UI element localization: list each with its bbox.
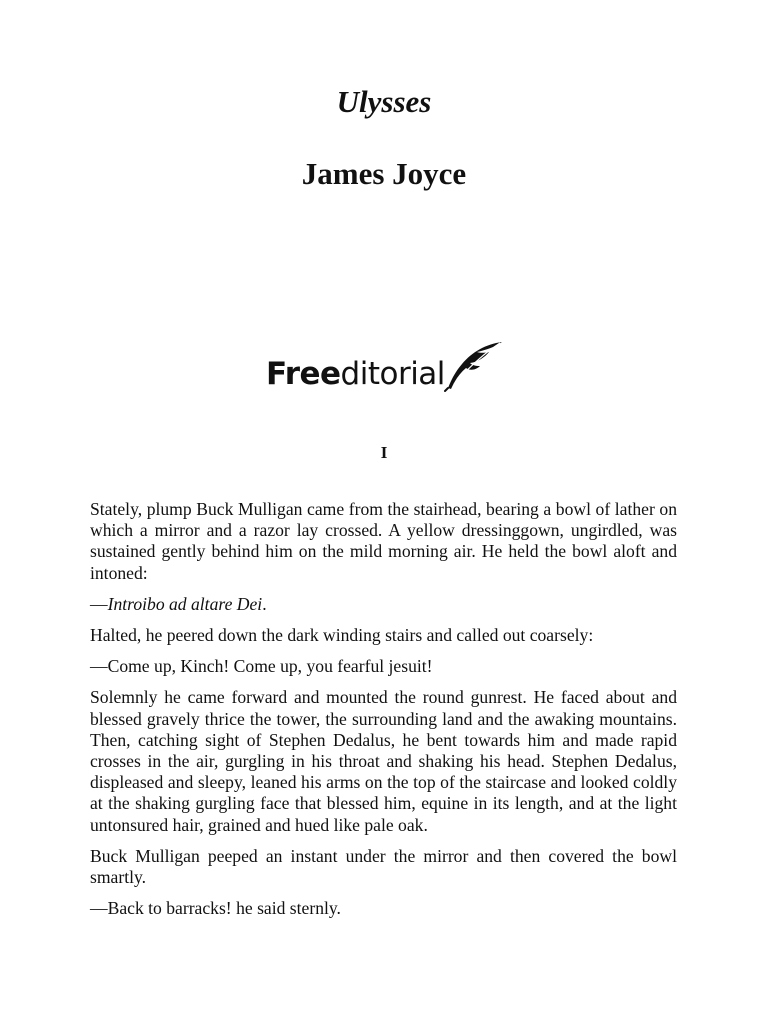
paragraph-end: . <box>262 593 267 614</box>
paragraph <box>90 594 677 615</box>
publisher-name <box>266 354 445 394</box>
book-title: Ulysses <box>336 84 432 119</box>
paragraph: Solemnly he came forward and mounted the round gunrest. He faced about and blessed gravely thrice the tower, the surrounding land and the awaking mountains. Then, catching sight of Stephen Dedalus, he bent towards him and made rapid crosses in the air, gurgling in his throat and shaking his head. Stephen Dedalus, displeased and sleepy, leaned his arms on the top of the staircase and looked coldly at the shaking gurgling face that blessed him, equine in its length, and at the light untonsured hair, grained and hued like pale oak. <box>90 687 677 835</box>
publisher-name-bold: Free <box>266 356 341 392</box>
paragraph: Halted, he peered down the dark winding stairs and called out coarsely: <box>90 625 594 646</box>
latin-phrase: Introibo ad altare Dei <box>107 593 263 614</box>
dialogue-dash: — <box>90 593 108 614</box>
paragraph: Stately, plump Buck Mulligan came from the stairhead, bearing a bowl of lather on which a mirror and a razor lay crossed. A yellow dressinggown, ungirdled, was sustained gently behind him on the mild morning air. He held the bowl aloft and intoned: <box>90 499 677 583</box>
publisher-logo <box>266 340 506 396</box>
paragraph: —Come up, Kinch! Come up, you fearful jesuit! <box>90 656 433 677</box>
chapter-text <box>90 499 677 929</box>
paragraph: —Back to barracks! he said sternly. <box>90 898 341 919</box>
feather-quill-icon <box>442 340 504 392</box>
book-author: James Joyce <box>301 156 467 191</box>
paragraph: Buck Mulligan peeped an instant under the mirror and then covered the bowl smartly. <box>90 845 677 888</box>
chapter-number: I <box>380 443 388 462</box>
publisher-name-light: ditorial <box>340 356 445 392</box>
